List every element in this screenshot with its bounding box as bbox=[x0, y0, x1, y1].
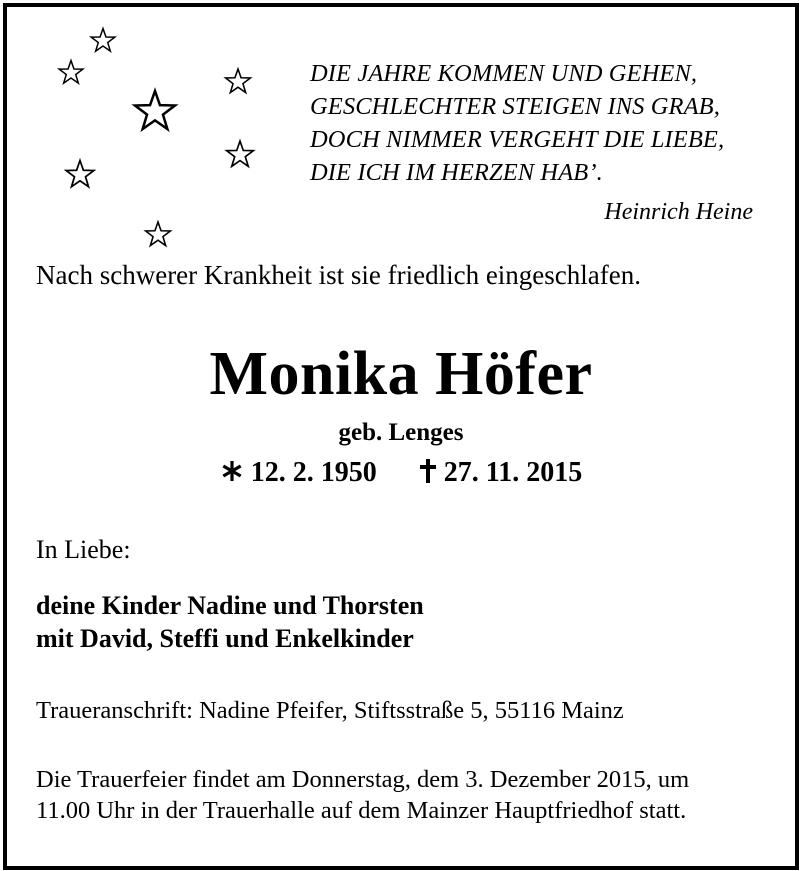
poem-line: DIE JAHRE KOMMEN UND GEHEN, bbox=[310, 60, 698, 87]
intro-text: Nach schwerer Krankheit ist sie friedlich eingeschlafen. bbox=[36, 260, 641, 290]
family-names bbox=[36, 589, 424, 655]
heine-poem bbox=[310, 57, 724, 189]
poem-line: DIE ICH IM HERZEN HAB’. bbox=[310, 159, 603, 186]
poem-author: Heinrich Heine bbox=[604, 199, 753, 225]
love-line: In Liebe: bbox=[36, 535, 131, 564]
ceremony-line: 11.00 Uhr in der Trauerhalle auf dem Mainzer Hauptfriedhof statt. bbox=[36, 797, 687, 824]
stars-decoration bbox=[7, 7, 267, 257]
star-icon bbox=[59, 61, 83, 84]
obituary-notice bbox=[3, 3, 799, 870]
ceremony-line: Die Trauerfeier findet am Donnerstag, dem 3. Dezember 2015, um bbox=[36, 766, 690, 793]
ceremony-info bbox=[36, 764, 689, 826]
family-line: deine Kinder Nadine und Thorsten bbox=[36, 591, 424, 620]
star-icon bbox=[227, 141, 254, 166]
life-dates bbox=[7, 457, 795, 492]
mourning-address: Traueranschrift: Nadine Pfeifer, Stiftsstraße 5, 55116 Mainz bbox=[36, 697, 624, 724]
star-icon bbox=[66, 161, 94, 187]
maiden-name: geb. Lenges bbox=[338, 419, 464, 446]
cross-death-icon bbox=[419, 458, 437, 492]
star-icon bbox=[146, 222, 171, 246]
death-date: 27. 11. 2015 bbox=[443, 457, 583, 488]
deceased-name: Monika Höfer bbox=[209, 340, 593, 408]
birth-date: 12. 2. 1950 bbox=[250, 457, 377, 488]
star-icon bbox=[135, 91, 175, 129]
family-line: mit David, Steffi und Enkelkinder bbox=[36, 624, 414, 653]
poem-line: GESCHLECHTER STEIGEN INS GRAB, bbox=[310, 93, 720, 120]
star-icon bbox=[226, 69, 251, 93]
star-icon bbox=[91, 29, 115, 52]
poem-line: DOCH NIMMER VERGEHT DIE LIEBE, bbox=[310, 126, 725, 153]
asterisk-birth-icon bbox=[220, 459, 244, 491]
